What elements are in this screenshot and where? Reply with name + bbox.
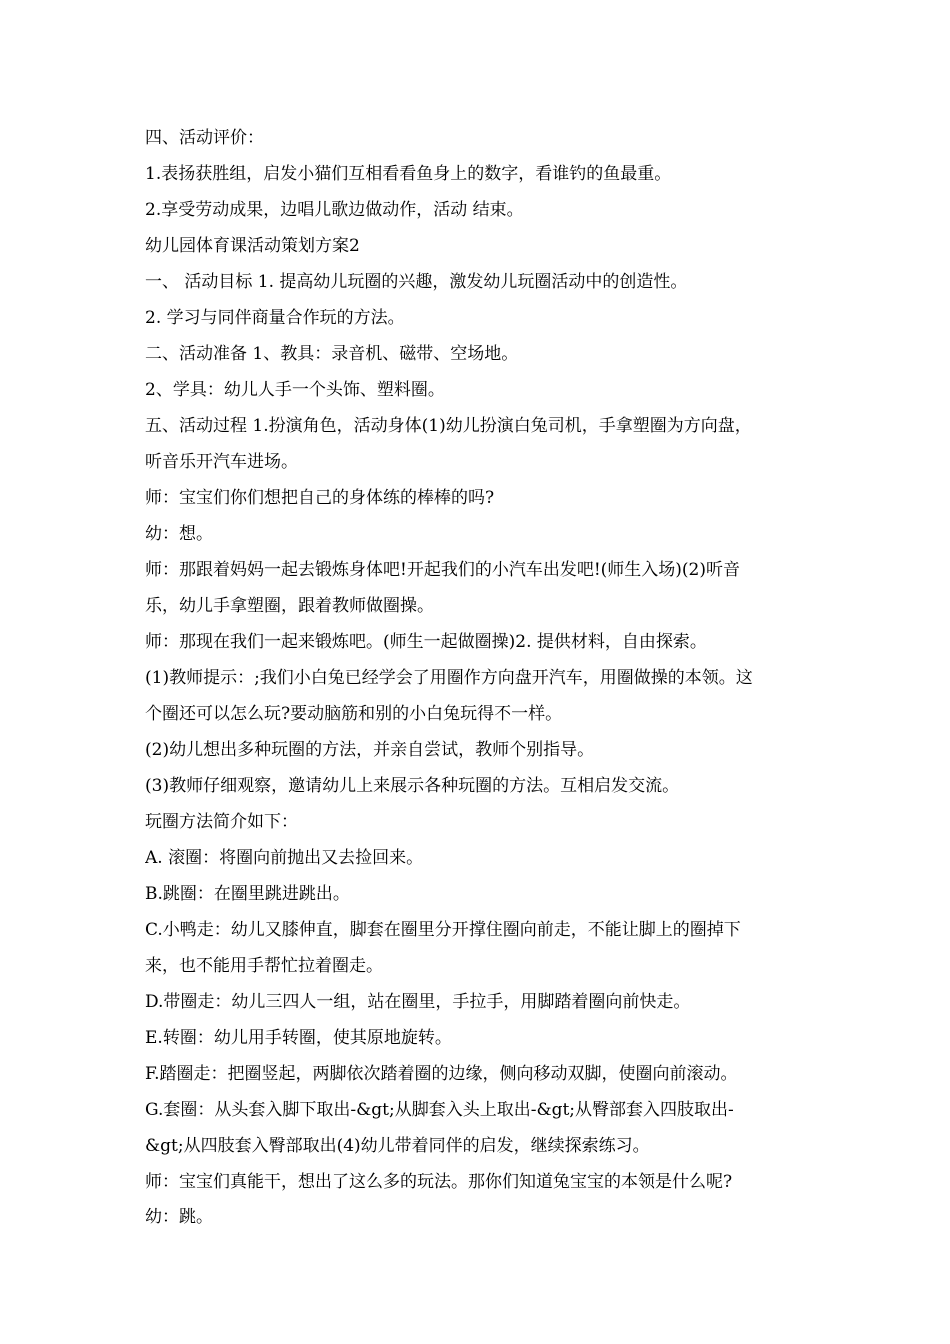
paragraph-line: 听音乐开汽车进场。 bbox=[145, 452, 298, 472]
section-heading-evaluation: 四、活动评价： bbox=[145, 128, 264, 148]
paragraph-line: A. 滚圈：将圈向前抛出又去捡回来。 bbox=[145, 848, 424, 868]
paragraph-line: 2.享受劳动成果，边唱儿歌边做动作，活动 结束。 bbox=[145, 200, 524, 220]
paragraph-line: (2)幼儿想出多种玩圈的方法，并亲自尝试，教师个别指导。 bbox=[145, 740, 595, 760]
paragraph-line: (3)教师仔细观察，邀请幼儿上来展示各种玩圈的方法。互相启发交流。 bbox=[145, 776, 680, 796]
paragraph-line: B.跳圈：在圈里跳进跳出。 bbox=[145, 884, 350, 904]
paragraph-line: 个圈还可以怎么玩?要动脑筋和别的小白兔玩得不一样。 bbox=[145, 704, 563, 724]
paragraph-line: G.套圈：从头套入脚下取出-&gt;从脚套入头上取出-&gt;从臀部套入四肢取出- bbox=[145, 1100, 734, 1120]
document-subtitle: 幼儿园体育课活动策划方案2 bbox=[145, 236, 360, 256]
paragraph-line: F.踏圈走：把圈竖起，两脚依次踏着圈的边缘，侧向移动双脚，使圈向前滚动。 bbox=[145, 1064, 738, 1084]
paragraph-line: 二、活动准备 1、教具：录音机、磁带、空场地。 bbox=[145, 344, 519, 364]
paragraph-line: 2、学具：幼儿人手一个头饰、塑料圈。 bbox=[145, 380, 445, 400]
paragraph-line: 来，也不能用手帮忙拉着圈走。 bbox=[145, 956, 383, 976]
paragraph-line: E.转圈：幼儿用手转圈，使其原地旋转。 bbox=[145, 1028, 452, 1048]
paragraph-line: 师：宝宝们你们想把自己的身体练的棒棒的吗? bbox=[145, 488, 495, 508]
document-body bbox=[145, 120, 810, 1234]
paragraph-line: 幼：跳。 bbox=[145, 1207, 213, 1227]
paragraph-line: 一、 活动目标 1. 提高幼儿玩圈的兴趣，激发幼儿玩圈活动中的创造性。 bbox=[145, 272, 688, 292]
paragraph-line: 玩圈方法简介如下： bbox=[145, 812, 298, 832]
paragraph-line: 师：宝宝们真能干，想出了这么多的玩法。那你们知道兔宝宝的本领是什么呢? bbox=[145, 1172, 733, 1192]
paragraph-line: 幼：想。 bbox=[145, 524, 213, 544]
paragraph-line: 师：那现在我们一起来锻炼吧。(师生一起做圈操)2. 提供材料，自由探索。 bbox=[145, 632, 707, 652]
paragraph-line: C.小鸭走：幼儿又膝伸直，脚套在圈里分开撑住圈向前走，不能让脚上的圈掉下 bbox=[145, 920, 741, 940]
paragraph-line: &gt;从四肢套入臀部取出(4)幼儿带着同伴的启发，继续探索练习。 bbox=[145, 1136, 650, 1156]
paragraph-line: 师：那跟着妈妈一起去锻炼身体吧!开起我们的小汽车出发吧!(师生入场)(2)听音 bbox=[145, 560, 741, 580]
paragraph-line: 乐，幼儿手拿塑圈，跟着教师做圈操。 bbox=[145, 596, 434, 616]
paragraph-line: D.带圈走：幼儿三四人一组，站在圈里，手拉手，用脚踏着圈向前快走。 bbox=[145, 992, 691, 1012]
paragraph-line: 五、活动过程 1.扮演角色，活动身体(1)幼儿扮演白兔司机，手拿塑圈为方向盘， bbox=[145, 416, 752, 436]
paragraph-line: (1)教师提示：;我们小白兔已经学会了用圈作方向盘开汽车，用圈做操的本领。这 bbox=[145, 668, 753, 688]
paragraph-line: 1.表扬获胜组，启发小猫们互相看看鱼身上的数字，看谁钓的鱼最重。 bbox=[145, 164, 672, 184]
paragraph-line: 2. 学习与同伴商量合作玩的方法。 bbox=[145, 308, 405, 328]
